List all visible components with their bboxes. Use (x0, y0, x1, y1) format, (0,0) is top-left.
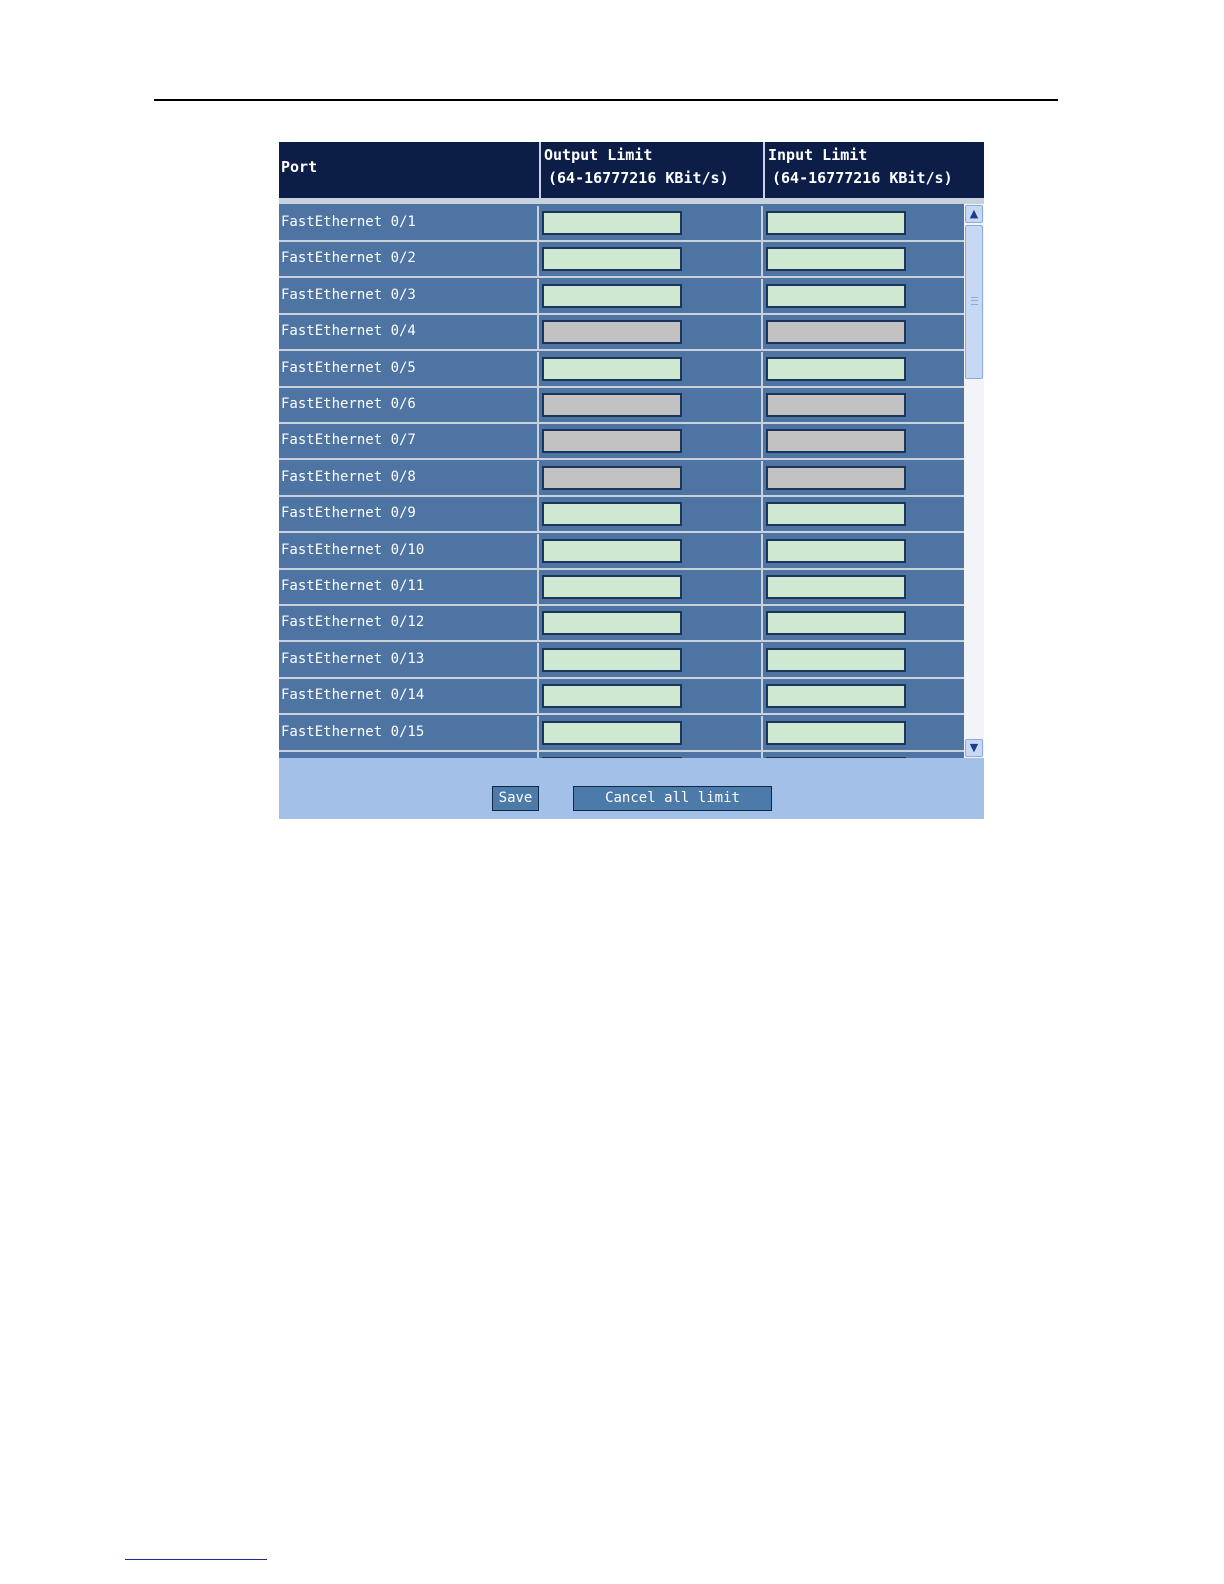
output-limit-input[interactable] (542, 284, 682, 308)
column-divider (537, 497, 539, 531)
column-divider (537, 424, 539, 458)
header-input-label: Input Limit (768, 146, 868, 164)
table-row (279, 424, 964, 460)
column-divider (761, 315, 763, 349)
port-name: FastEthernet 0/3 (281, 286, 416, 303)
table-row (279, 497, 964, 533)
header-port (279, 142, 537, 198)
scrollbar-grip-icon (971, 297, 978, 305)
column-divider (537, 461, 539, 495)
column-divider (537, 352, 539, 386)
table-row (279, 716, 964, 752)
output-limit-input[interactable] (542, 684, 682, 708)
output-limit-input[interactable] (542, 539, 682, 563)
table-row (279, 388, 964, 424)
footnote-rule (125, 1559, 267, 1560)
header-output-label: Output Limit (544, 146, 653, 164)
column-divider (537, 643, 539, 677)
column-divider (761, 716, 763, 750)
column-divider (761, 643, 763, 677)
table-row (279, 643, 964, 679)
table-row (279, 352, 964, 388)
chevron-up-icon[interactable]: ▲ (965, 205, 983, 223)
output-limit-input[interactable] (542, 357, 682, 381)
input-limit-input[interactable] (766, 684, 906, 708)
port-name: FastEthernet 0/13 (281, 650, 425, 667)
port-name: FastEthernet 0/8 (281, 468, 416, 485)
input-limit-input (766, 393, 906, 417)
output-limit-input[interactable] (542, 575, 682, 599)
port-name: FastEthernet 0/7 (281, 432, 416, 449)
header-input-limit (763, 142, 984, 198)
output-limit-input (542, 393, 682, 417)
table-row (279, 606, 964, 642)
column-divider (537, 206, 539, 240)
column-divider (761, 461, 763, 495)
port-name: FastEthernet 0/2 (281, 250, 416, 267)
column-divider (761, 679, 763, 713)
column-divider (537, 534, 539, 568)
table-row (279, 206, 964, 242)
column-divider (761, 497, 763, 531)
table-row (279, 534, 964, 570)
column-divider (761, 279, 763, 313)
port-name: FastEthernet 0/15 (281, 723, 425, 740)
header-port-label: Port (281, 158, 318, 176)
page-top-rule (154, 99, 1058, 101)
input-limit-input[interactable] (766, 721, 906, 745)
port-name: FastEthernet 0/4 (281, 323, 416, 340)
input-limit-input (766, 429, 906, 453)
column-divider (537, 716, 539, 750)
port-name: FastEthernet 0/14 (281, 687, 425, 704)
column-divider (761, 352, 763, 386)
column-divider (761, 388, 763, 422)
port-name: FastEthernet 0/1 (281, 214, 416, 230)
table-row (279, 279, 964, 315)
column-divider (761, 570, 763, 604)
output-limit-input[interactable] (542, 611, 682, 635)
column-divider (761, 424, 763, 458)
column-divider (537, 570, 539, 604)
output-limit-input[interactable] (542, 502, 682, 526)
save-button[interactable]: Save (492, 786, 539, 811)
port-name: FastEthernet 0/9 (281, 505, 416, 522)
output-limit-input (542, 466, 682, 490)
table-row (279, 570, 964, 606)
output-limit-input[interactable] (542, 648, 682, 672)
column-divider (761, 242, 763, 276)
port-name: FastEthernet 0/6 (281, 396, 416, 412)
table-header (279, 142, 984, 198)
cancel-all-limit-button[interactable]: Cancel all limit (573, 786, 772, 811)
header-output-limit (539, 142, 761, 198)
input-limit-input[interactable] (766, 648, 906, 672)
input-limit-input (766, 320, 906, 344)
column-divider (761, 606, 763, 640)
output-limit-input[interactable] (542, 247, 682, 271)
table-row (279, 242, 964, 278)
column-divider (537, 606, 539, 640)
header-input-range: (64-16777216 KBit/s) (772, 169, 953, 187)
input-limit-input[interactable] (766, 575, 906, 599)
header-output-range: (64-16777216 KBit/s) (548, 169, 729, 187)
column-divider (761, 206, 763, 240)
output-limit-input (542, 320, 682, 344)
column-divider (761, 534, 763, 568)
table-row (279, 679, 964, 715)
column-divider (537, 242, 539, 276)
output-limit-input[interactable] (542, 211, 682, 235)
column-divider (537, 279, 539, 313)
rate-limit-panel (279, 142, 984, 819)
port-name: FastEthernet 0/11 (281, 578, 425, 594)
input-limit-input[interactable] (766, 539, 906, 563)
port-rows[interactable] (279, 204, 964, 758)
port-name: FastEthernet 0/5 (281, 359, 416, 376)
vertical-scrollbar[interactable] (964, 204, 984, 758)
table-row (279, 315, 964, 351)
column-divider (537, 315, 539, 349)
column-divider (537, 679, 539, 713)
input-limit-input[interactable] (766, 211, 906, 235)
input-limit-input[interactable] (766, 611, 906, 635)
table-row (279, 461, 964, 497)
input-limit-input[interactable] (766, 284, 906, 308)
chevron-down-icon[interactable]: ▼ (965, 739, 983, 757)
button-bar (279, 758, 984, 819)
output-limit-input (542, 429, 682, 453)
input-limit-input[interactable] (766, 247, 906, 271)
column-divider (537, 388, 539, 422)
input-limit-input[interactable] (766, 357, 906, 381)
scrollbar-thumb[interactable] (965, 225, 983, 379)
port-name: FastEthernet 0/10 (281, 541, 425, 558)
output-limit-input[interactable] (542, 721, 682, 745)
port-name: FastEthernet 0/12 (281, 614, 425, 631)
input-limit-input[interactable] (766, 502, 906, 526)
input-limit-input (766, 466, 906, 490)
